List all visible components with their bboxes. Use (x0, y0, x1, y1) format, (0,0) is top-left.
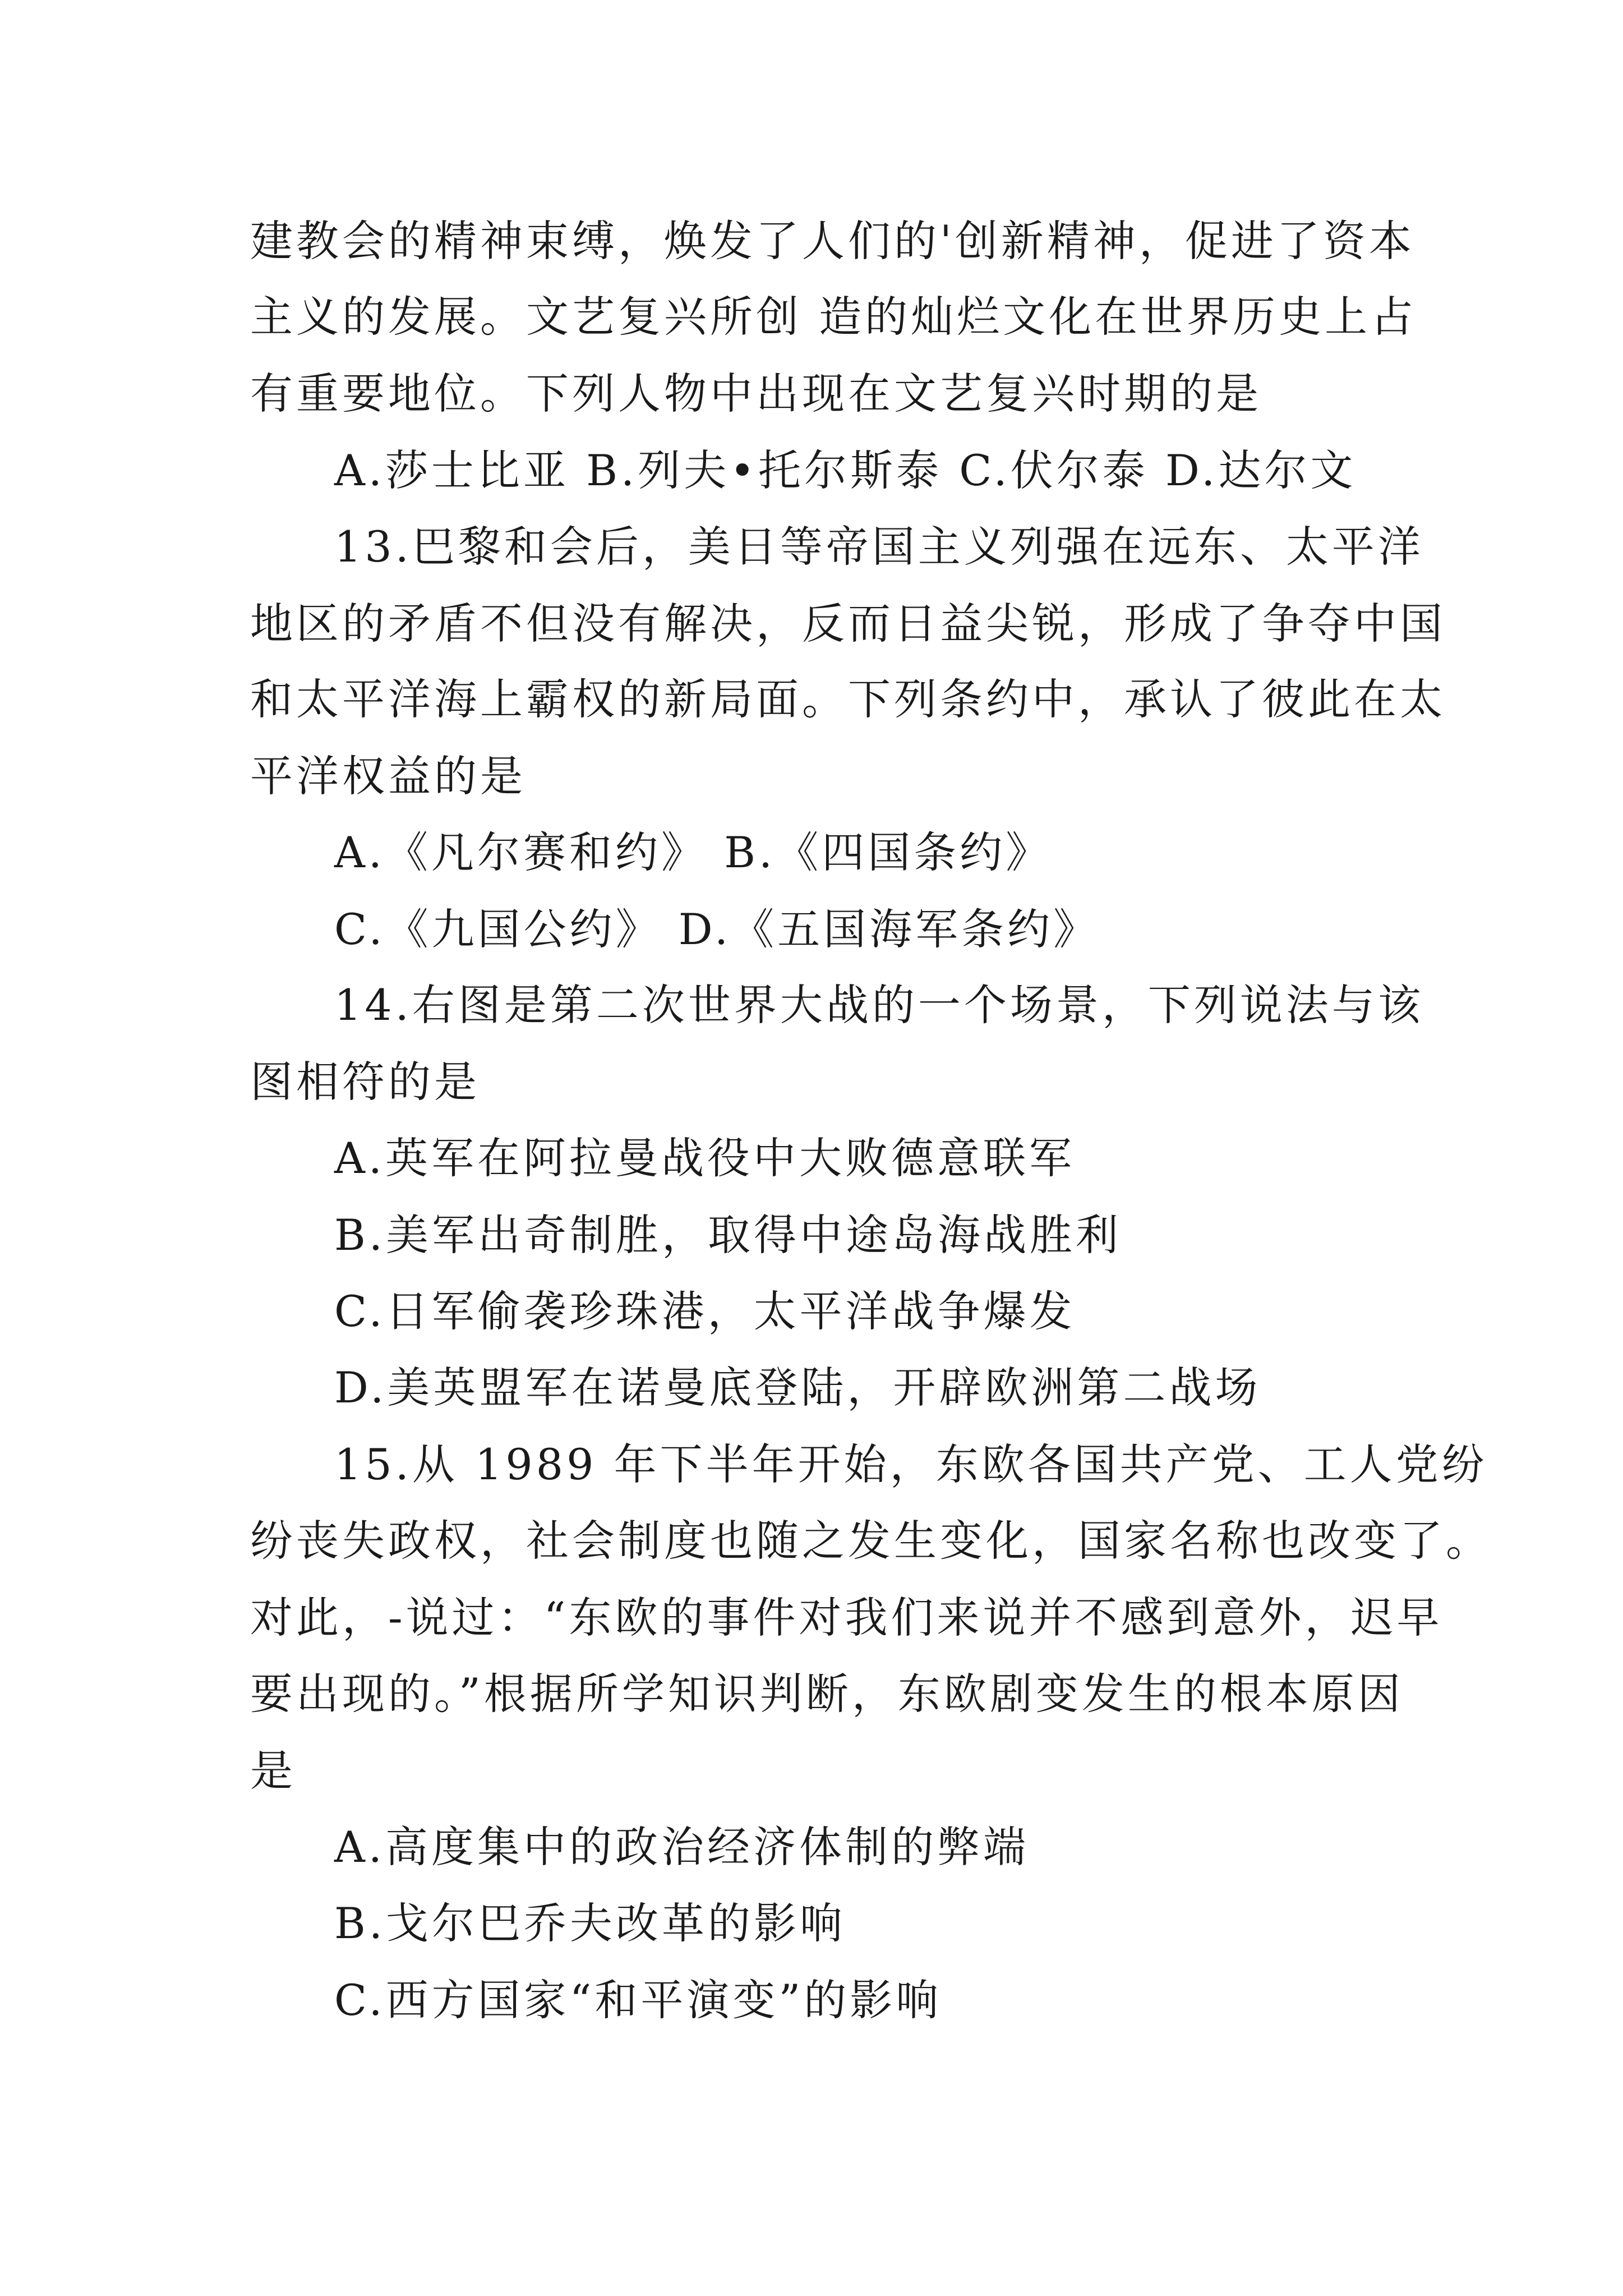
text-line: 要出现的。”根据所学知识判断，东欧剧变发生的根本原因 (250, 1669, 1404, 1719)
question-14-stem: 14.右图是第二次世界大战的一个场景，下列说法与该 (334, 980, 1424, 1030)
text-line: 地区的矛盾不但没有解决，反而日益尖锐，形成了争夺中国 (250, 599, 1446, 648)
text-line: 图相符的是 (250, 1057, 480, 1107)
text-line: 主义的发展。文艺复兴所创 造的灿烂文化在世界历史上占 (250, 292, 1417, 342)
text-line: 纷丧失政权，社会制度也随之发生变化，国家名称也改变了。 (250, 1516, 1492, 1566)
text-line: 平洋权益的是 (250, 751, 526, 801)
answer-option: C.西方国家“和平演变”的影响 (334, 1975, 942, 2025)
text-line: 是 (250, 1746, 296, 1796)
text-line: 对此，-说过：“东欧的事件对我们来说并不感到意外，迟早 (250, 1593, 1443, 1642)
answer-option: D.美英盟军在诺曼底登陆，开辟欧洲第二战场 (334, 1363, 1261, 1412)
question-15-stem: 15.从 1989 年下半年开始，东欧各国共产党、工人党纷 (334, 1439, 1488, 1489)
answer-option: A.英军在阿拉曼战役中大败德意联军 (334, 1133, 1076, 1183)
answer-options-line: C.《九国公约》 D.《五国海军条约》 (334, 904, 1100, 954)
answer-option: B.美军出奇制胜，取得中途岛海战胜利 (334, 1210, 1122, 1260)
answer-options-line: A.莎士比亚 B.列夫•托尔斯泰 C.伏尔泰 D.达尔文 (334, 445, 1357, 495)
text-line: 建教会的精神束缚，焕发了人们的'创新精神，促进了资本 (250, 216, 1415, 266)
answer-option: C.日军偷袭珍珠港，太平洋战争爆发 (334, 1286, 1076, 1336)
answer-option: B.戈尔巴乔夫改革的影响 (334, 1898, 846, 1948)
text-line: 和太平洋海上霸权的新局面。下列条约中，承认了彼此在太 (250, 674, 1446, 724)
text-line: 有重要地位。下列人物中出现在文艺复兴时期的是 (250, 369, 1262, 418)
answer-options-line: A.《凡尔赛和约》 B.《四国条约》 (334, 827, 1052, 877)
answer-option: A.高度集中的政治经济体制的弊端 (334, 1822, 1030, 1872)
question-13-stem: 13.巴黎和会后，美日等帝国主义列强在远东、太平洋 (334, 522, 1424, 572)
